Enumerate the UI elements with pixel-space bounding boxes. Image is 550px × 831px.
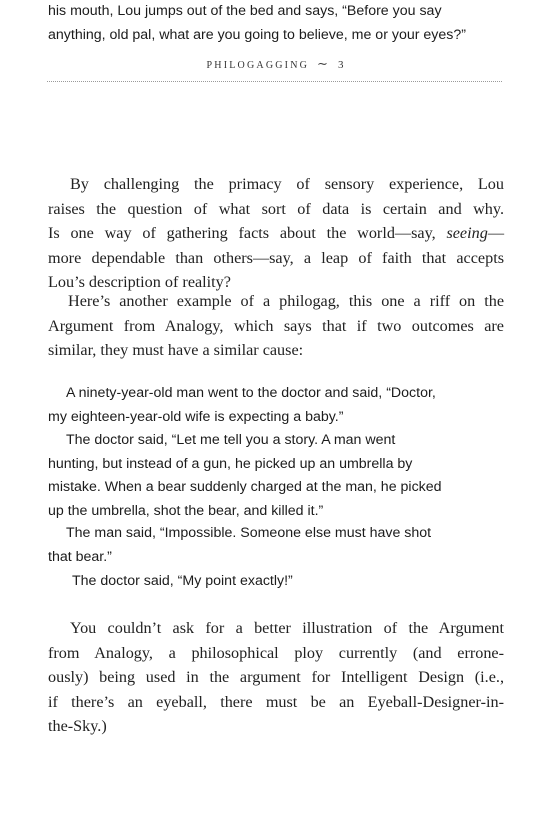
joke-reply [48,522,498,569]
em-dash: — [487,224,504,243]
page-number: 3 [337,59,344,71]
text-line: his mouth, Lou jumps out of the bed and says, “Before you say [48,3,442,19]
text-line: mistake. When a bear suddenly charged at the man, he picked [48,479,442,495]
continuation-paragraph [48,0,498,47]
text-line: The doctor said, “My point exactly!” [72,573,293,589]
paragraph-argument-from-analogy [48,616,504,739]
text-line: my eighteen-year-old wife is expecting a baby.” [48,408,344,425]
text-line: raises the question of what sort of data is certain and why. [48,199,504,218]
paragraph-sensory-experience [48,172,504,295]
running-head-title: PHILOGAGGING [206,60,310,71]
text-line: the-Sky.) [48,717,107,736]
text-line: By challenging the primacy of sensory experience, Lou [70,175,504,193]
flourish-ornament: ∼ [317,56,328,71]
text-line: You couldn’t ask for a better illustration of the Argument [70,619,504,637]
text-line: A ninety-year-old man went to the doctor and said, “Doctor, [66,385,436,401]
joke-story [48,429,498,523]
running-head [0,56,550,72]
text-line: Argument from Analogy, which says that if two outcomes are [48,316,504,335]
text-line: up the umbrella, shot the bear, and killed it.” [48,502,324,519]
text-line: that bear.” [48,548,112,565]
text-line: Here’s another example of a philogag, this one a riff on the [68,292,504,310]
text-line: The doctor said, “Let me tell you a story. A man went [66,432,396,448]
text-line: from Analogy, a philosophical ploy currently (and errone- [48,643,504,662]
text-line: similar, they must have a similar cause: [48,341,304,360]
paragraph-philogag-example [48,289,504,363]
text-line: Lou’s description of reality? [48,273,231,292]
header-dotted-rule [47,81,502,82]
text-line: hunting, but instead of a gun, he picked up an umbrella by [48,455,413,472]
joke-punchline [48,570,498,594]
text-line: if there’s an eyeball, there must be an Eyeball-Designer-in- [48,692,504,711]
italic-word: seeing [446,224,488,243]
text-line: anything, old pal, what are you going to believe, me or your eyes?” [48,26,466,43]
text-segment: Is one way of gathering facts about the world—say, [48,224,447,243]
text-line: ously) being used in the argument for Intelligent Design (i.e., [48,668,504,687]
text-line [48,221,504,246]
joke-setup [48,382,498,429]
text-line: The man said, “Impossible. Someone else must have shot [66,525,432,541]
text-line: more dependable than others—say, a leap of faith that accepts [48,248,504,267]
